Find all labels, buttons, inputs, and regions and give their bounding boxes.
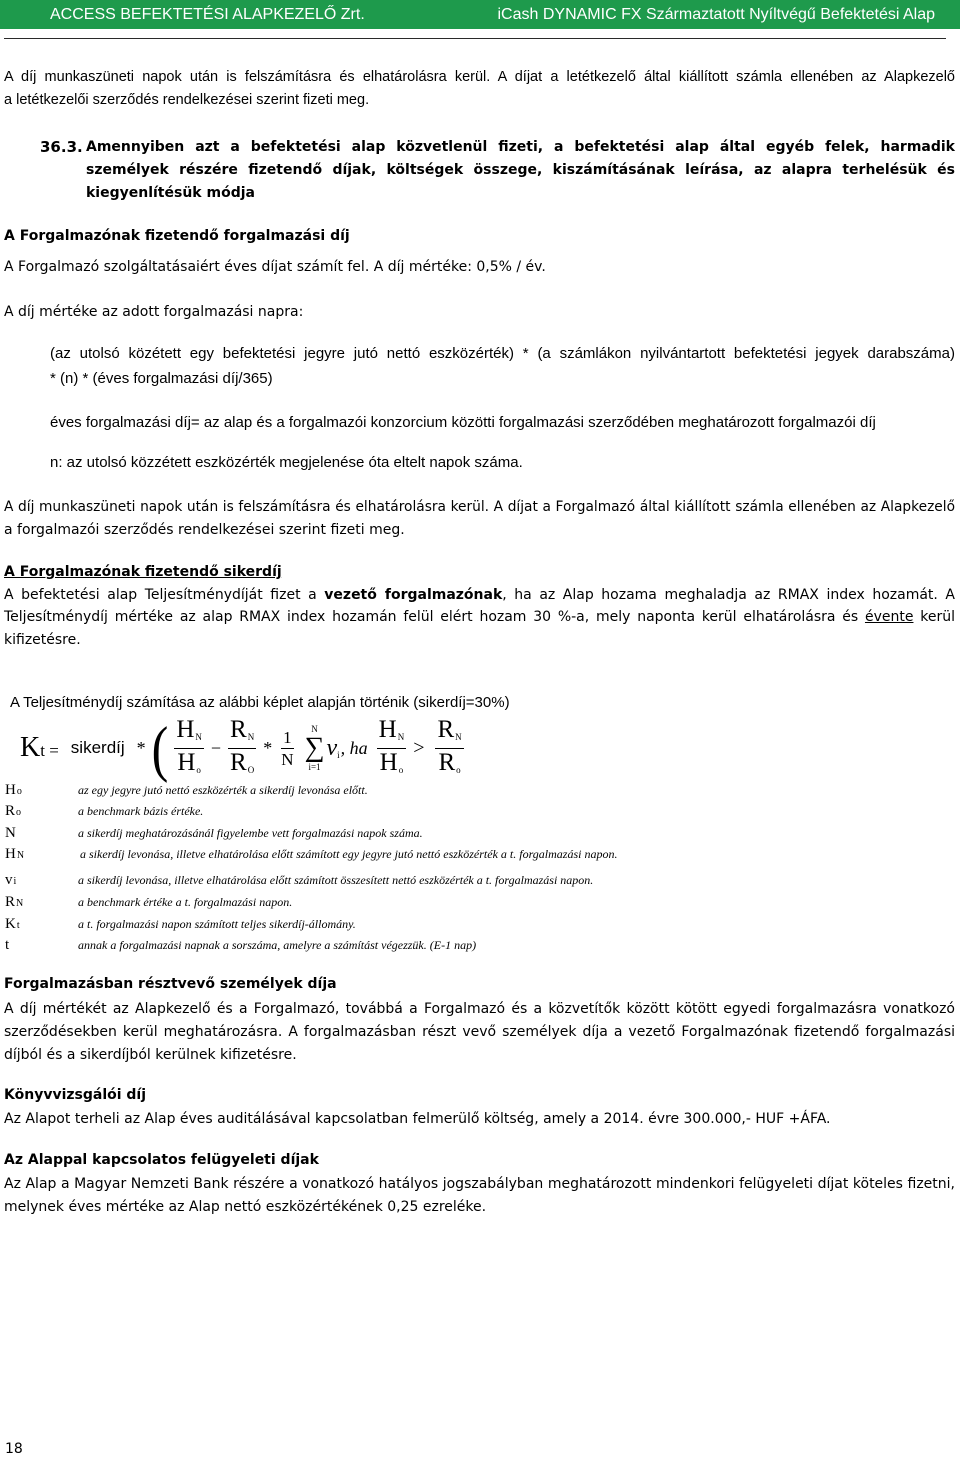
definition-symbol-ho [5, 781, 22, 801]
formula-condition: , ha [340, 737, 368, 758]
definition-symbol-sub: o [16, 807, 22, 818]
fraction-numerator [377, 717, 407, 749]
header-bar [0, 0, 960, 29]
subscript: i [337, 749, 340, 760]
definition-text-vi: a sikerdíj levonása, illetve elhatárolása előtt számított összesített nettó eszközérték a t. forgalmazási napon. [78, 873, 594, 887]
subscript: o [398, 764, 404, 775]
header-company-name: ACCESS BEFEKTETÉSI ALAPKEZELŐ Zrt. [50, 6, 365, 23]
definition-symbol-kt [5, 915, 20, 935]
definition-symbol-base: t [5, 937, 10, 953]
participants-fee-line-3: díjból és a sikerdíjból kerülnek kifizetésre. [4, 1047, 297, 1063]
definition-text-t: annak a forgalmazási napnak a sorszáma, amelyre a számítást végezzük. (E-1 nap) [78, 938, 477, 952]
formula-multiply-1: * [136, 737, 146, 758]
subscript: O [247, 764, 255, 775]
intro-paragraph-line-2: a letétkezelői szerződés rendelkezései szerint fizeti meg. [4, 92, 370, 108]
fraction-hn-over-ho-2 [377, 717, 407, 780]
fraction-numerator [174, 717, 204, 749]
definition-symbol-sub: i [13, 876, 17, 887]
fraction-numerator: 1 [283, 727, 292, 747]
fraction-one-over-n [279, 728, 295, 769]
formula-lhs: Kt = [20, 732, 59, 763]
performance-fee-line-2-underline: évente [864, 609, 914, 625]
header-rule [4, 38, 946, 39]
section-title-line-1: Amennyiben azt a befektetési alap közvetlenül fizeti, a befektetési alap által egyéb felek, harmadik [86, 139, 955, 155]
subscript: o [456, 764, 461, 775]
section-title-line-3: kiegyenlítésük módja [86, 185, 255, 201]
symbol-h: H [379, 748, 398, 776]
symbol-h: H [177, 748, 196, 776]
distribution-fee-daily-label: A díj mértéke az adott forgalmazási napra: [4, 304, 304, 320]
definition-symbol-sub: N [16, 898, 24, 909]
subscript: N [247, 731, 255, 742]
distribution-fee-formula-line-1: (az utolsó közétett egy befektetési jegyre jutó nettó eszközérték) * (a számlákon nyilvántartott befektetési jegyek darabszáma) [50, 345, 955, 362]
page-number: 18 [5, 1441, 23, 1457]
distribution-fee-formula-line-2: * (n) * (éves forgalmazási díj/365) [50, 370, 273, 387]
fraction-denominator [378, 749, 406, 780]
performance-fee-line-2 [4, 607, 955, 627]
fraction-hn-over-ho-1 [174, 717, 204, 780]
performance-fee-formula [20, 714, 467, 782]
definition-symbol-base: N [5, 825, 16, 841]
performance-fee-line-3: kifizetésre. [4, 632, 81, 648]
symbol-r: R [437, 715, 455, 743]
participants-fee-line-2: szerződésekben kerül meghatározásra. A forgalmazásban részt vevő személyek díja a vezető Forgalmazónak fizetendő forgalmazási [4, 1024, 955, 1040]
fraction-numerator [435, 717, 463, 749]
participants-fee-heading: Forgalmazásban résztvevő személyek díja [4, 976, 337, 992]
participants-fee-line-1: A díj mértékét az Alapkezelő és a Forgalmazó, továbbá a Forgalmazó és a közvetítők között kötött egyedi forgalmazásra vonatkozó [4, 1001, 955, 1017]
formula-factor: sikerdíj [70, 738, 125, 757]
summation-sign: ∑ [304, 732, 325, 763]
summation [305, 724, 325, 772]
distribution-fee-heading: A Forgalmazónak fizetendő forgalmazási díj [4, 228, 350, 244]
definition-text-rn: a benchmark értéke a t. forgalmazási napon. [78, 895, 293, 909]
definition-symbol-sub: N [16, 850, 25, 861]
summation-lower-limit: i=1 [308, 762, 321, 772]
fraction-denominator: N [281, 749, 294, 769]
subscript: o [196, 764, 201, 775]
subscript: N [195, 731, 202, 742]
formula-paren-open: ( [151, 713, 169, 783]
definition-symbol-base: v [5, 872, 13, 888]
definition-symbol-sub: o [16, 786, 22, 797]
definition-symbol-base: H [5, 782, 16, 798]
definition-text-ro: a benchmark bázis értéke. [78, 804, 204, 818]
formula-v-i [326, 735, 339, 762]
performance-fee-line-1-pre: A befektetési alap Teljesítménydíját fizet a [4, 587, 325, 603]
formula-intro: A Teljesítménydíj számítása az alábbi képlet alapján történik (sikerdíj=30%) [10, 694, 510, 711]
definition-symbol-vi [5, 871, 16, 891]
performance-fee-line-2-post: kerül [913, 609, 955, 625]
performance-fee-line-1-bold: vezető forgalmazónak [324, 587, 503, 603]
n-definition: n: az utolsó közzétett eszközérték megjelenése óta eltelt napok száma. [50, 454, 523, 471]
performance-fee-line-1-post: , ha az Alap hozama meghaladja az RMAX index hozamát. A [502, 587, 955, 603]
fraction-denominator [436, 749, 462, 780]
subscript: N [397, 731, 405, 742]
definition-text-kt: a t. forgalmazási napon számított teljes sikerdíj-állomány. [78, 917, 356, 931]
symbol-r: R [230, 748, 247, 776]
fraction-denominator [175, 749, 203, 780]
fraction-numerator [228, 717, 256, 749]
performance-fee-line-2-pre: Teljesítménydíj mértéke az alap RMAX index hozamán felül elért hozam 30 %-a, mely naponta kerül elhatárolásra és [4, 609, 865, 625]
definition-symbol-rn [5, 893, 23, 913]
fraction-rn-over-ro-1 [228, 717, 256, 780]
formula-greater-than: > [413, 736, 425, 759]
supervisory-fee-heading: Az Alappal kapcsolatos felügyeleti díjak [4, 1152, 319, 1168]
performance-fee-heading: A Forgalmazónak fizetendő sikerdíj [4, 564, 282, 580]
definition-symbol-ro [5, 802, 21, 822]
section-number: 36.3. [40, 138, 83, 156]
performance-fee-line-1 [4, 585, 955, 605]
symbol-h: H [176, 715, 195, 743]
intro-paragraph-line-1: A díj munkaszüneti napok után is felszámításra és elhatárolásra kerül. A díjat a letétkezelő által kiállított számla ellenében az Alapkezelő [4, 69, 955, 85]
symbol-v: v [326, 734, 338, 761]
definition-symbol-base: H [5, 846, 16, 862]
symbol-r: R [438, 748, 456, 776]
section-title-line-2: személyek részére fizetendő díjak, költségek összege, kiszámításának leírása, az alapra terhelésük és [86, 162, 955, 178]
audit-fee-heading: Könyvvizsgálói díj [4, 1087, 147, 1103]
definition-text-hn: a sikerdíj levonása, illetve elhatárolása előtt számított egy jegyre jutó nettó eszközérték a t. forgalmazási napon. [80, 847, 618, 861]
header-fund-name: iCash DYNAMIC FX Származtatott Nyíltvégű Befektetési Alap [497, 6, 935, 23]
symbol-h: H [378, 715, 397, 743]
definition-symbol-sub: t [16, 920, 20, 931]
fraction-rn-over-ro-2 [435, 717, 463, 780]
definition-symbol-hn [5, 845, 24, 865]
subscript: N [455, 731, 462, 742]
distribution-fee-rate: A Forgalmazó szolgáltatásaiért éves díjat számít fel. A díj mértéke: 0,5% / év. [4, 259, 546, 275]
formula-minus: − [210, 737, 222, 758]
definition-symbol-t [5, 936, 10, 956]
definition-symbol-base: R [5, 894, 16, 910]
definition-text-n: a sikerdíj meghatározásánál figyelembe vett forgalmazási napok száma. [78, 826, 423, 840]
annual-fee-definition: éves forgalmazási díj= az alap és a forgalmazói konzorcium közötti forgalmazási szerződében meghatározott forgalmazói díj [50, 414, 876, 431]
summation-upper-limit: N [311, 724, 318, 734]
symbol-r: R [230, 715, 247, 743]
distribution-fee-settlement-line-1: A díj munkaszüneti napok után is felszámításra és elhatárolásra kerül. A díjat a Forgalmazó által kiállított számla ellenében az Alapkezelő [4, 499, 955, 515]
definition-text-ho: az egy jegyre jutó nettó eszközérték a sikerdíj levonása előtt. [78, 783, 368, 797]
definition-symbol-base: R [5, 803, 16, 819]
supervisory-fee-line-2: melynek éves mértéke az Alap nettó eszközértékének 0,25 ezreléke. [4, 1199, 487, 1215]
distribution-fee-settlement-line-2: a forgalmazói szerződés rendelkezései szerint fizeti meg. [4, 522, 405, 538]
formula-multiply-2: * [263, 737, 273, 758]
definition-symbol-base: K [5, 916, 16, 932]
audit-fee-text: Az Alapot terheli az Alap éves auditálásával kapcsolatban felmerülő költség, amely a 2014. évre 300.000,- HUF +ÁFA. [4, 1111, 831, 1127]
fraction-denominator [228, 749, 256, 780]
definition-symbol-n [5, 824, 17, 844]
supervisory-fee-line-1: Az Alap a Magyar Nemzeti Bank részére a vonatkozó hatályos jogszabályban meghatározott mindenkori felügyeleti díjat köteles fizetni, [4, 1176, 955, 1192]
